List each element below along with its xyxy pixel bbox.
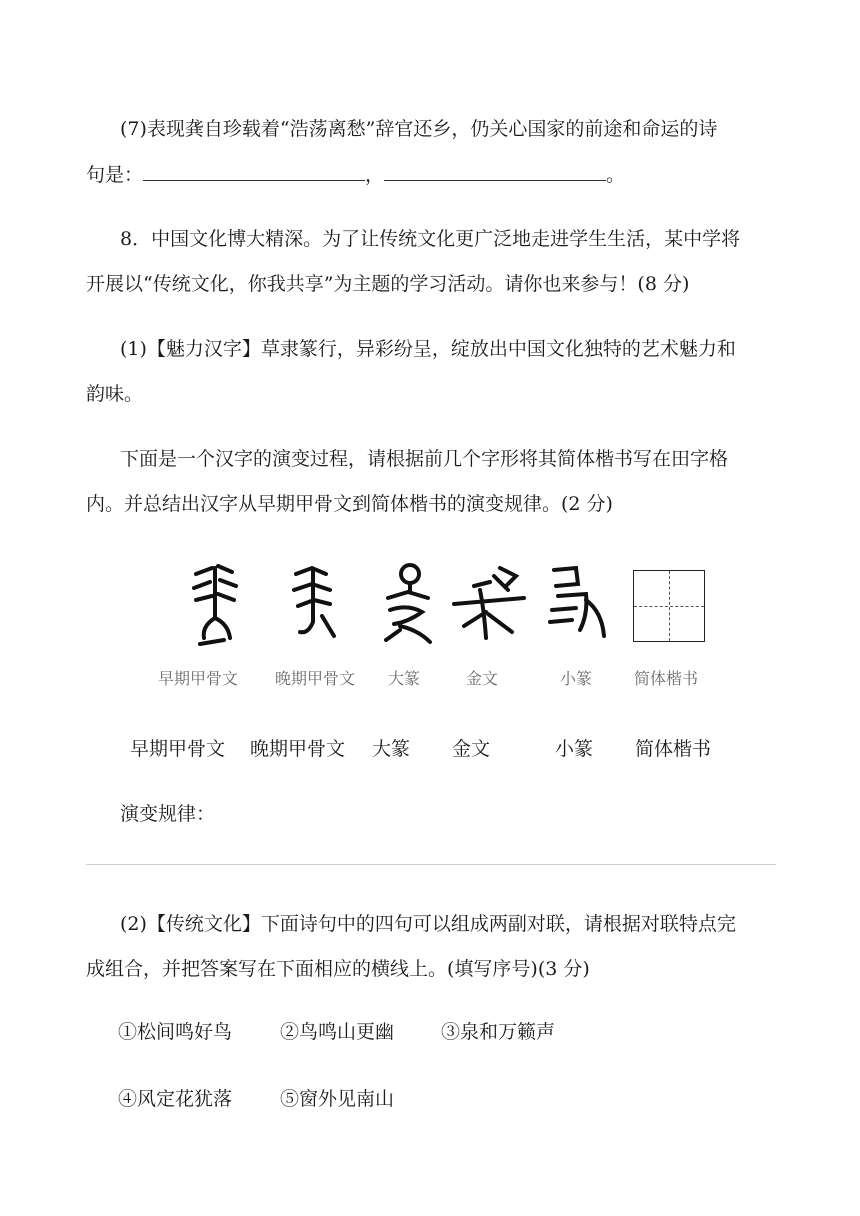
q8-part2-line2: 成组合，并把答案写在下面相应的横线上。(填写序号)(3 分) (86, 958, 590, 980)
q7-end: 。 (606, 164, 626, 186)
label-regular-script: 简体楷书 (635, 738, 712, 760)
answer-line[interactable] (86, 864, 776, 865)
option-3: ③泉和万籁声 (441, 1021, 556, 1043)
early-oracle-glyph (188, 560, 248, 650)
q8-part2-line1: (2)【传统文化】下面诗句中的四句可以组成两副对联，请根据对联特点完 (120, 913, 736, 935)
label-small-seal: 小篆 (555, 738, 594, 760)
q7-line1: (7)表现龚自珍载着“浩荡离愁”辞官还乡，仍关心国家的前途和命运的诗 (120, 118, 718, 140)
label-great-seal: 大篆 (372, 738, 411, 760)
label-bronze: 金文 (452, 738, 491, 760)
small-seal-glyph (546, 560, 610, 650)
great-seal-glyph (378, 560, 438, 650)
option-2: ②鸟鸣山更幽 (280, 1021, 395, 1043)
q8-part1-line1: (1)【魅力汉字】草隶篆行，异彩纷呈，绽放出中国文化独特的艺术魅力和 (120, 338, 736, 360)
q7-line2 (86, 162, 625, 187)
q8-part1-line2: 韵味。 (86, 383, 144, 405)
character-evolution-figure (150, 560, 720, 700)
q8-intro-line2: 开展以“传统文化，你我共享”为主题的学习活动。请你也来参与！(8 分) (86, 273, 690, 295)
figure-caption-2: 晚期甲骨文 (275, 669, 356, 688)
late-oracle-glyph (286, 560, 346, 650)
q7-prefix: 句是： (86, 164, 144, 186)
figure-caption-6: 简体楷书 (634, 669, 699, 688)
figure-caption-5: 小篆 (560, 669, 593, 688)
option-4: ④风定花犹落 (118, 1088, 233, 1110)
q8-intro-line1: 8．中国文化博大精深。为了让传统文化更广泛地走进学生生活，某中学将 (120, 228, 741, 250)
figure-caption-3: 大篆 (388, 669, 421, 688)
answer-blank-1[interactable] (143, 162, 365, 181)
option-1: ①松间鸣好鸟 (118, 1021, 233, 1043)
q8-part1b-line1: 下面是一个汉字的演变过程，请根据前几个字形将其简体楷书写在田字格 (120, 448, 729, 470)
tian-grid-box[interactable] (633, 570, 705, 642)
q7-separator: ， (365, 164, 385, 186)
answer-blank-2[interactable] (384, 162, 606, 181)
bronze-script-glyph (450, 560, 530, 650)
option-5: ⑤窗外见南山 (280, 1088, 395, 1110)
label-late-oracle: 晚期甲骨文 (250, 738, 346, 760)
label-early-oracle: 早期甲骨文 (130, 738, 226, 760)
q8-part1b-line2: 内。并总结出汉字从早期甲骨文到简体楷书的演变规律。(2 分) (86, 493, 613, 515)
evolution-rule-label: 演变规律： (120, 803, 216, 825)
figure-caption-1: 早期甲骨文 (158, 669, 239, 688)
figure-caption-4: 金文 (466, 669, 499, 688)
